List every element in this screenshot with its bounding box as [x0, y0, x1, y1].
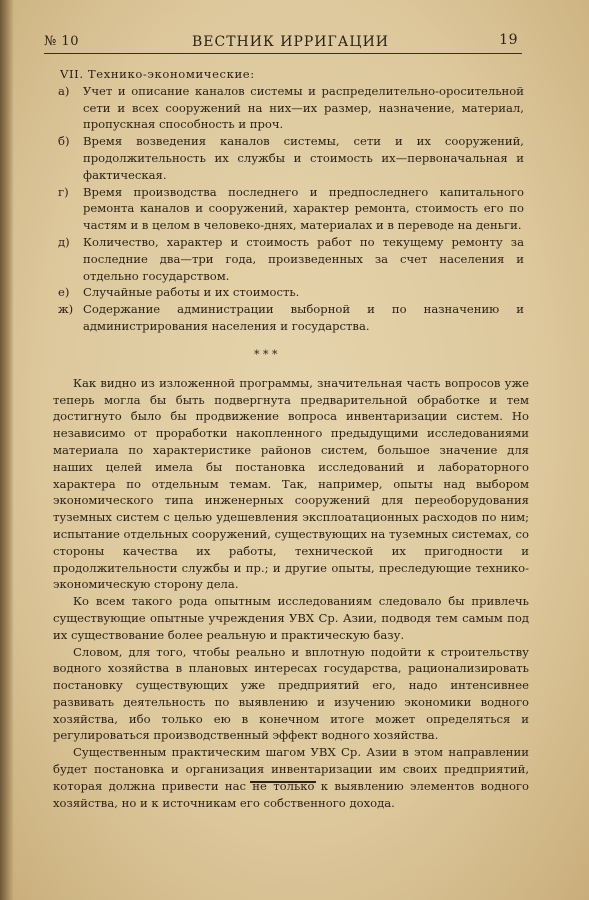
item-list — [58, 83, 524, 335]
item-label: ж) — [58, 302, 74, 317]
list-item — [58, 83, 524, 133]
paragraph: Словом, для того, чтобы реально и вплотную подойти к строительству водного хозяйства в плановых интересах государства, рационализировать постановку существующих уже предприятий его, надо интенсивнее развивать деятельность по выявлению и изучению экономики водного хозяйства, ибо только ею в конечном итоге может определяться и регулироваться производственный эффект водного хозяйства. — [53, 644, 529, 743]
page-number: 19 — [499, 32, 518, 48]
item-text: Содержание администрации выборной и по назначению и администрирования населения и государства. — [83, 302, 524, 333]
end-rule — [250, 781, 316, 783]
item-text: Время производства последнего и предпоследнего капитального ремонта каналов и сооружений, характер ремонта, стоимость его по частям и в целом в человеко-днях, материалах и в переводе на деньги. — [83, 184, 524, 233]
journal-title: ВЕСТНИК ИРРИГАЦИИ — [192, 34, 390, 50]
paragraph: Как видно из изложенной программы, значительная часть вопросов уже теперь могла бы быть подвергнута предварительной обработке и тем достигнуто было бы продвижение вопроса инвентаризации систем. Но независимо от проработки накопленного предыдущими исследованиями материала по характеристике районов систем, большое значение для наших целей имела бы постановка исследований и лабораторного характера по отдельным темам. Так, например, опыты над выбором экономического типа инженерных сооружений для переоборудования туземных систем с целью удешевления эксплоатационных расходов по ним; испытание отдельных сооружений, существующих на туземных системах, со стороны качества их работы, технической их пригодности и продолжительности службы и пр.; и другие опыты, преследующие технико-экономическую сторону дела. — [53, 375, 529, 592]
header-rule — [44, 53, 522, 54]
item-label: д) — [58, 234, 70, 249]
paragraphs — [53, 375, 529, 812]
divider-asterisks: * * * — [254, 347, 278, 361]
list-item — [58, 301, 524, 335]
item-label: г) — [58, 184, 69, 199]
issue-number: № 10 — [44, 34, 79, 49]
item-label: а) — [58, 83, 70, 98]
list-item — [58, 284, 524, 301]
article-body — [53, 66, 529, 811]
paragraph: Ко всем такого рода опытным исследованиям следовало бы привлечь существующие опытные учреждения УВХ Ср. Азии, подводя тем самым под их существование более реальную и практическую базу. — [53, 594, 529, 642]
section-divider — [58, 339, 524, 375]
item-text: Количество, характер и стоимость работ по текущему ремонту за последние два—три года, произведенных за счет населения и отдельно государством. — [83, 234, 524, 283]
list-item — [58, 234, 524, 284]
item-text: Случайные работы и их стоимость. — [83, 285, 300, 300]
list-item — [58, 184, 524, 234]
paragraph: Существенным практическим шагом УВХ Ср. Азии в этом направлении будет постановка и организация инвентаризации им своих предприятий, которая должна привести нас не только к выявлению элементов водного хозяйства, но и к источникам его собственного дохода. — [53, 745, 529, 810]
item-label: б) — [58, 134, 70, 149]
running-header — [44, 32, 520, 54]
binding-edge — [0, 0, 14, 900]
item-text: Время возведения каналов системы, сети и их сооружений, продолжительность их службы и стоимость их—первоначальная и фактическая. — [83, 134, 524, 182]
list-item — [58, 133, 524, 183]
section-title: VII. Технико-экономические: — [60, 67, 255, 81]
item-label: е) — [58, 285, 70, 300]
item-text: Учет и описание каналов системы и распределительно-оросительной сети и всех сооружений на них—их размер, назначение, материал, пропускная способность и проч. — [83, 83, 524, 132]
